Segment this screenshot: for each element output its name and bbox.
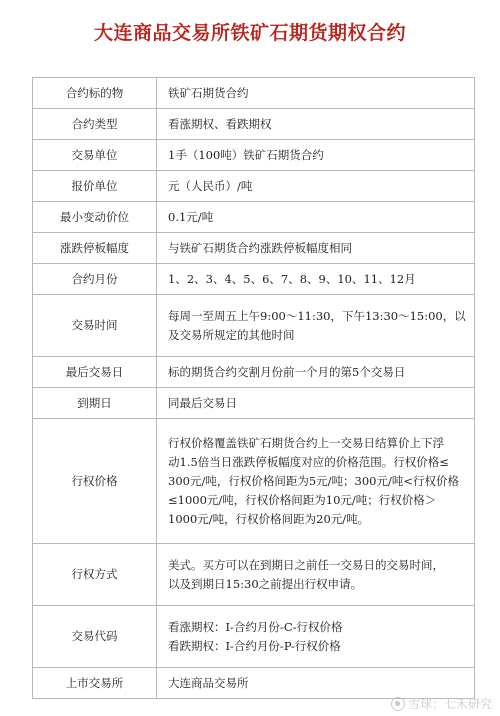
table-row <box>33 109 475 140</box>
row-value-line: 行权价格覆盖铁矿石期货合约上一交易日结算价上下浮 <box>168 435 444 450</box>
row-value <box>157 140 475 171</box>
row-value <box>157 264 475 295</box>
row-value <box>157 388 475 419</box>
row-value-line: 铁矿石期货合约 <box>168 85 249 100</box>
row-label: 行权方式 <box>33 544 157 606</box>
row-label: 涨跌停板幅度 <box>33 233 157 264</box>
row-value-line: 以及到期日15:30之前提出行权申请。 <box>168 576 363 591</box>
table-row <box>33 202 475 233</box>
row-label: 行权价格 <box>33 419 157 544</box>
row-value-line: 0.1元/吨 <box>168 209 214 224</box>
row-value-line: 及交易所规定的其他时间 <box>168 327 295 342</box>
table-row <box>33 171 475 202</box>
table-row <box>33 233 475 264</box>
row-label: 合约标的物 <box>33 78 157 109</box>
table-row <box>33 606 475 668</box>
row-label: 报价单位 <box>33 171 157 202</box>
row-value-line: 1手（100吨）铁矿石期货合约 <box>168 147 324 162</box>
row-label: 交易代码 <box>33 606 157 668</box>
row-value-line: 标的期货合约交割月份前一个月的第5个交易日 <box>168 364 406 379</box>
row-value-line: 看涨期权、看跌期权 <box>168 116 272 131</box>
row-value-line: 大连商品交易所 <box>168 675 249 690</box>
row-label: 交易时间 <box>33 295 157 357</box>
table-row <box>33 544 475 606</box>
row-value <box>157 544 475 606</box>
table-row <box>33 264 475 295</box>
row-value <box>157 78 475 109</box>
table-row <box>33 295 475 357</box>
row-value <box>157 109 475 140</box>
row-value-line: 动1.5倍当日涨跌停板幅度对应的价格范围。行权价格≤ <box>168 454 449 469</box>
row-value-line: 同最后交易日 <box>168 395 237 410</box>
table-row <box>33 388 475 419</box>
table-row <box>33 140 475 171</box>
row-label: 合约月份 <box>33 264 157 295</box>
contract-spec-table <box>32 77 475 699</box>
row-value <box>157 233 475 264</box>
row-value-line: 元（人民币）/吨 <box>168 178 253 193</box>
row-label: 上市交易所 <box>33 668 157 699</box>
table-row <box>33 668 475 699</box>
row-value-line: 与铁矿石期货合约涨跌停板幅度相同 <box>168 240 352 255</box>
row-value-line: ≤1000元/吨，行权价格间距为10元/吨；行权价格＞ <box>168 492 437 507</box>
row-value-line: 每周一至周五上午9:00～11:30，下午13:30～15:00，以 <box>168 308 466 323</box>
row-label: 到期日 <box>33 388 157 419</box>
row-value <box>157 419 475 544</box>
row-value-line: 1000元/吨，行权价格间距为20元/吨。 <box>168 511 370 526</box>
row-value-line: 看涨期权：I-合约月份-C-行权价格 <box>168 619 343 634</box>
row-label: 最后交易日 <box>33 357 157 388</box>
table-row <box>33 419 475 544</box>
row-value <box>157 606 475 668</box>
row-value-line: 1、2、3、4、5、6、7、8、9、10、11、12月 <box>168 271 416 286</box>
row-label: 最小变动价位 <box>33 202 157 233</box>
snowball-logo-icon <box>391 697 405 711</box>
row-value <box>157 171 475 202</box>
row-value <box>157 668 475 699</box>
row-label: 合约类型 <box>33 109 157 140</box>
row-value <box>157 202 475 233</box>
row-value <box>157 295 475 357</box>
row-value-line: 看跌期权：I-合约月份-P-行权价格 <box>168 638 341 653</box>
row-value <box>157 357 475 388</box>
watermark <box>391 695 492 712</box>
table-row <box>33 357 475 388</box>
row-value-line: 300元/吨，行权价格间距为5元/吨；300元/吨<行权价格 <box>168 473 459 488</box>
watermark-text: 雪球：七禾研究 <box>407 697 492 711</box>
table-row <box>33 78 475 109</box>
row-value-line: 美式。买方可以在到期日之前任一交易日的交易时间， <box>168 557 444 572</box>
page-title: 大连商品交易所铁矿石期货期权合约 <box>93 22 406 44</box>
row-label: 交易单位 <box>33 140 157 171</box>
